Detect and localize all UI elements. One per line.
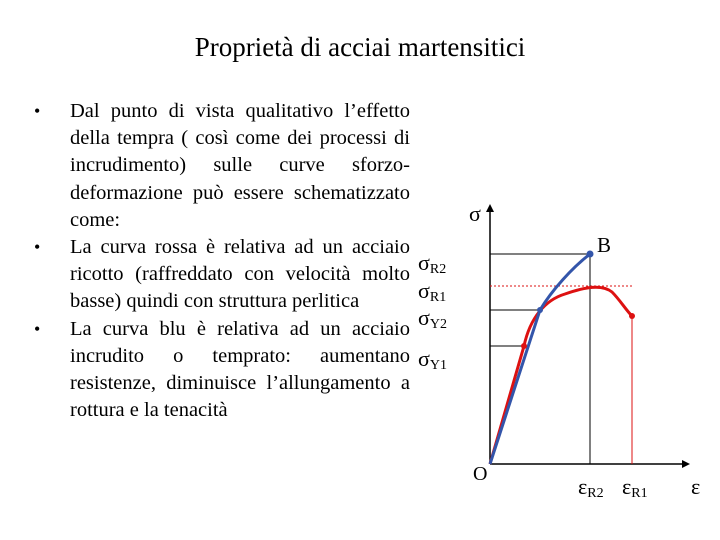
sigma-y2-label: σY2 (418, 305, 447, 332)
sigma-r1-label: σR1 (418, 278, 447, 305)
red-rupture-point (629, 313, 635, 319)
slide-title: Proprietà di acciai martensitici (194, 32, 526, 62)
bullet-marker: • (34, 101, 41, 121)
x-axis-label: ε (691, 474, 701, 499)
bullet-text: La curva rossa è relativa ad un acciaio ricotto (raffreddato con velocità molto basse) quindi con struttura perlitica (70, 236, 410, 313)
bullet-marker: • (34, 237, 41, 258)
epsilon-r2-label: εR2 (578, 474, 604, 501)
bullet-text: Dal punto di vista qualitativo l’effetto della tempra ( così come dei processi di incrudimento) sulle curve sforzo-deformazione può essere schematizzato come: (70, 100, 410, 231)
point-b-label: B (597, 233, 612, 257)
sigma-y1-label: σY1 (418, 346, 447, 373)
blue-yield-point (537, 307, 543, 313)
red-yield-point (521, 343, 527, 349)
red-curve (490, 287, 632, 464)
bullet-text: La curva blu è relativa ad un acciaio incrudito o temprato: aumentano resistenze, diminuisce l’allungamento a rottura e la tenacità (70, 317, 410, 422)
origin-label: O (473, 463, 488, 485)
point-b (587, 251, 594, 258)
y-axis-label: σ (469, 201, 481, 226)
bullet-marker: • (34, 318, 41, 339)
epsilon-r1-label: εR1 (622, 474, 648, 501)
sigma-r2-label: σR2 (418, 250, 447, 277)
